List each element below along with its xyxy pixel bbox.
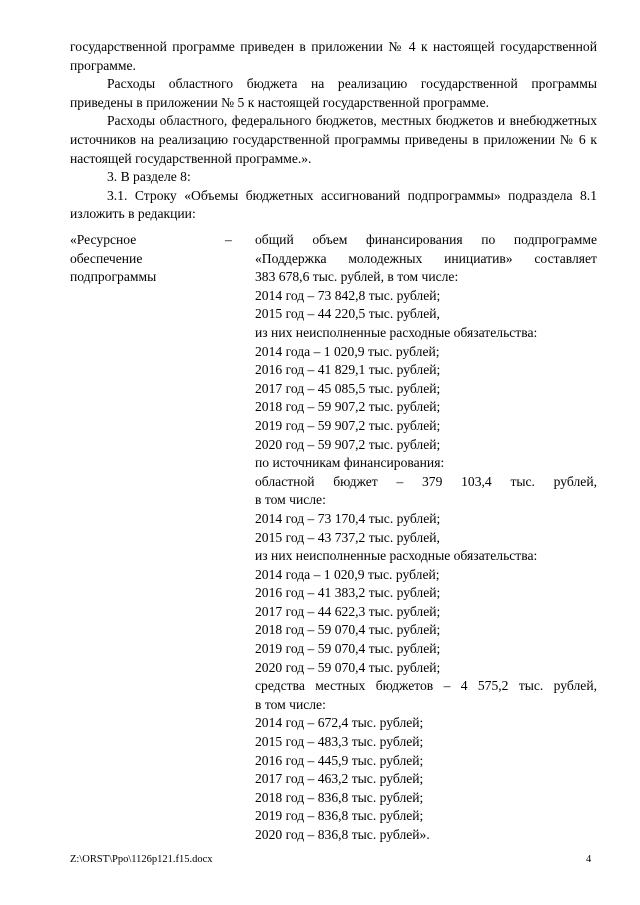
table-value-line: 2017 год – 45 085,5 тыс. рублей; xyxy=(255,380,441,396)
table-label-line: обеспечение xyxy=(70,250,143,266)
table-value-line: 2018 год – 59 070,4 тыс. рублей; xyxy=(255,622,441,638)
table-value-line: 2019 год – 59 907,2 тыс. рублей; xyxy=(255,417,441,433)
table-value-line: из них неисполненные расходные обязательства: xyxy=(255,548,538,564)
paragraph: Расходы областного, федерального бюджетов, местных бюджетов и внебюджетных источников на реализацию государственной программы приведены в приложении № 6 к настоящей государственной программе.». xyxy=(70,113,597,166)
table-value-line: общий объем финансирования по подпрограмме xyxy=(255,232,597,247)
table-label-line: подпрограммы xyxy=(70,269,157,285)
body-text xyxy=(70,38,597,224)
table-value-line: «Поддержка молодежных инициатив» составляет xyxy=(255,250,597,266)
table-value-line: 2018 год – 836,8 тыс. рублей; xyxy=(255,789,424,805)
paragraph: государственной программе приведен в приложении № 4 к настоящей государственной программе. xyxy=(70,39,597,73)
footer-file-path: Z:\ORST\Ppo\1126p121.f15.docx xyxy=(70,854,213,865)
table-value-line: 2015 год – 43 737,2 тыс. рублей, xyxy=(255,529,440,545)
table-value-line: 2015 год – 483,3 тыс. рублей; xyxy=(255,734,424,750)
table-value-line: 2016 год – 41 829,1 тыс. рублей; xyxy=(255,362,441,378)
table-value-line: 2017 год – 463,2 тыс. рублей; xyxy=(255,771,424,787)
table-label-line: «Ресурсное xyxy=(70,232,137,247)
table-value-line: 383 678,6 тыс. рублей, в том числе: xyxy=(255,269,459,285)
table-value-line: 2020 год – 59 907,2 тыс. рублей; xyxy=(255,436,441,452)
table-value-line: 2014 года – 1 020,9 тыс. рублей; xyxy=(255,566,440,582)
table-value-line: 2020 год – 836,8 тыс. рублей». xyxy=(255,827,430,842)
table-value-line: средства местных бюджетов – 4 575,2 тыс. рублей, xyxy=(255,678,597,694)
table-value-line: 2017 год – 44 622,3 тыс. рублей; xyxy=(255,603,441,619)
table-dash: – xyxy=(225,232,232,247)
paragraph: 3.1. Строку «Объемы бюджетных ассигнований подпрограммы» подраздела 8.1 изложить в редакции: xyxy=(70,187,597,222)
paragraph: Расходы областного бюджета на реализацию государственной программы приведены в приложении № 5 к настоящей государственной программе. xyxy=(70,76,597,110)
table-value-line: областной бюджет – 379 103,4 тыс. рублей, xyxy=(255,473,597,489)
table-value-line: в том числе: xyxy=(255,492,326,508)
table-value-line: в том числе: xyxy=(255,696,326,712)
table-value-line: по источникам финансирования: xyxy=(255,455,445,471)
table-label-column xyxy=(70,231,240,287)
table-value-line: 2016 год – 445,9 тыс. рублей; xyxy=(255,752,424,768)
table-value-line: из них неисполненные расходные обязательства: xyxy=(255,324,538,340)
table-value-line: 2019 год – 59 070,4 тыс. рублей; xyxy=(255,641,441,657)
table-value-line: 2014 год – 73 170,4 тыс. рублей; xyxy=(255,510,441,526)
table-value-line: 2014 года – 1 020,9 тыс. рублей; xyxy=(255,343,440,359)
table-value-column xyxy=(255,231,597,845)
paragraph: 3. В разделе 8: xyxy=(107,169,191,185)
table-value-line: 2014 год – 672,4 тыс. рублей; xyxy=(255,715,424,731)
table-value-line: 2016 год – 41 383,2 тыс. рублей; xyxy=(255,585,441,601)
table-value-line: 2018 год – 59 907,2 тыс. рублей; xyxy=(255,399,441,415)
table-value-line: 2020 год – 59 070,4 тыс. рублей; xyxy=(255,659,441,675)
table-value-line: 2015 год – 44 220,5 тыс. рублей, xyxy=(255,306,440,322)
table-value-line: 2014 год – 73 842,8 тыс. рублей; xyxy=(255,287,441,303)
table-value-line: 2019 год – 836,8 тыс. рублей; xyxy=(255,808,424,824)
footer-page-number: 4 xyxy=(586,854,592,865)
